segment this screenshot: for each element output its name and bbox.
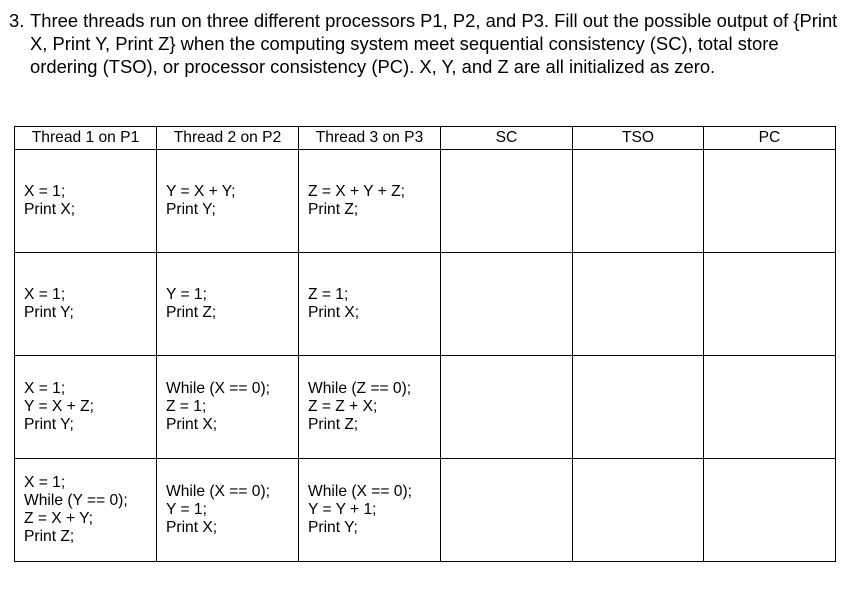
header-tso: TSO (573, 127, 704, 150)
thread-1-code (15, 459, 157, 562)
code-line: Y = 1; (166, 500, 207, 518)
thread-2-code (157, 459, 299, 562)
tso-answer-cell[interactable] (573, 253, 704, 356)
tso-answer-cell[interactable] (573, 356, 704, 459)
tso-answer-cell[interactable] (573, 459, 704, 562)
question-text: Three threads run on three different processors P1, P2, and P3. Fill out the possible output of {Print X, Print Y, Print Z} when the computing system meet sequential consistency (SC), total store ordering (TSO), or processor consistency (PC). X, Y, and Z are all initialized as zero. (30, 10, 838, 77)
header-sc: SC (441, 127, 573, 150)
code-line: X = 1; (24, 379, 66, 397)
table-row (15, 253, 836, 356)
code-line: Z = X + Y + Z; (308, 182, 405, 200)
code-line: While (Z == 0); (308, 379, 412, 397)
table-row (15, 356, 836, 459)
code-line: Print Y; (24, 304, 74, 321)
code-line: Print Z; (308, 201, 359, 218)
thread-1-code (15, 253, 157, 356)
sc-answer-cell[interactable] (441, 150, 573, 253)
code-line: Y = X + Y; (166, 182, 236, 200)
code-line: Print X; (166, 519, 218, 537)
code-line: Print Z; (166, 304, 217, 321)
thread-1-code (15, 356, 157, 459)
code-line: Print X; (308, 304, 360, 321)
question-number: 3. (9, 10, 25, 31)
code-line: Print Y; (166, 201, 216, 218)
code-line: Z = 1; (308, 285, 349, 303)
header-thread-1: Thread 1 on P1 (15, 127, 157, 150)
code-line: While (X == 0); (166, 379, 270, 397)
header-thread-3: Thread 3 on P3 (299, 127, 441, 150)
code-line: Z = Z + X; (308, 397, 378, 415)
code-line: Y = 1; (166, 285, 207, 303)
code-line: Print Y; (24, 416, 74, 434)
code-line: Print Y; (308, 519, 358, 537)
code-line: Z = 1; (166, 397, 207, 415)
code-line: Print Z; (308, 416, 359, 434)
thread-2-code (157, 150, 299, 253)
code-line: While (X == 0); (308, 482, 412, 500)
code-line: While (Y == 0); (24, 491, 128, 509)
question (9, 10, 845, 78)
pc-answer-cell[interactable] (704, 150, 836, 253)
tso-answer-cell[interactable] (573, 150, 704, 253)
sc-answer-cell[interactable] (441, 356, 573, 459)
sc-answer-cell[interactable] (441, 253, 573, 356)
header-row (15, 127, 836, 150)
code-line: Print Z; (24, 528, 75, 546)
thread-3-code (299, 459, 441, 562)
consistency-table (14, 126, 836, 562)
code-line: Y = Y + 1; (308, 500, 377, 518)
table-row (15, 150, 836, 253)
code-line: X = 1; (24, 182, 66, 200)
sc-answer-cell[interactable] (441, 459, 573, 562)
code-line: Print X; (24, 201, 76, 218)
thread-3-code (299, 150, 441, 253)
code-line: X = 1; (24, 285, 66, 303)
code-line: Print X; (166, 416, 218, 434)
thread-1-code (15, 150, 157, 253)
pc-answer-cell[interactable] (704, 253, 836, 356)
table-row (15, 459, 836, 562)
thread-2-code (157, 356, 299, 459)
code-line: While (X == 0); (166, 482, 270, 500)
pc-answer-cell[interactable] (704, 459, 836, 562)
code-line: Z = X + Y; (24, 510, 93, 527)
thread-3-code (299, 356, 441, 459)
thread-2-code (157, 253, 299, 356)
header-thread-2: Thread 2 on P2 (157, 127, 299, 150)
pc-answer-cell[interactable] (704, 356, 836, 459)
header-pc: PC (704, 127, 836, 150)
code-line: X = 1; (24, 473, 66, 491)
code-line: Y = X + Z; (24, 397, 94, 415)
thread-3-code (299, 253, 441, 356)
